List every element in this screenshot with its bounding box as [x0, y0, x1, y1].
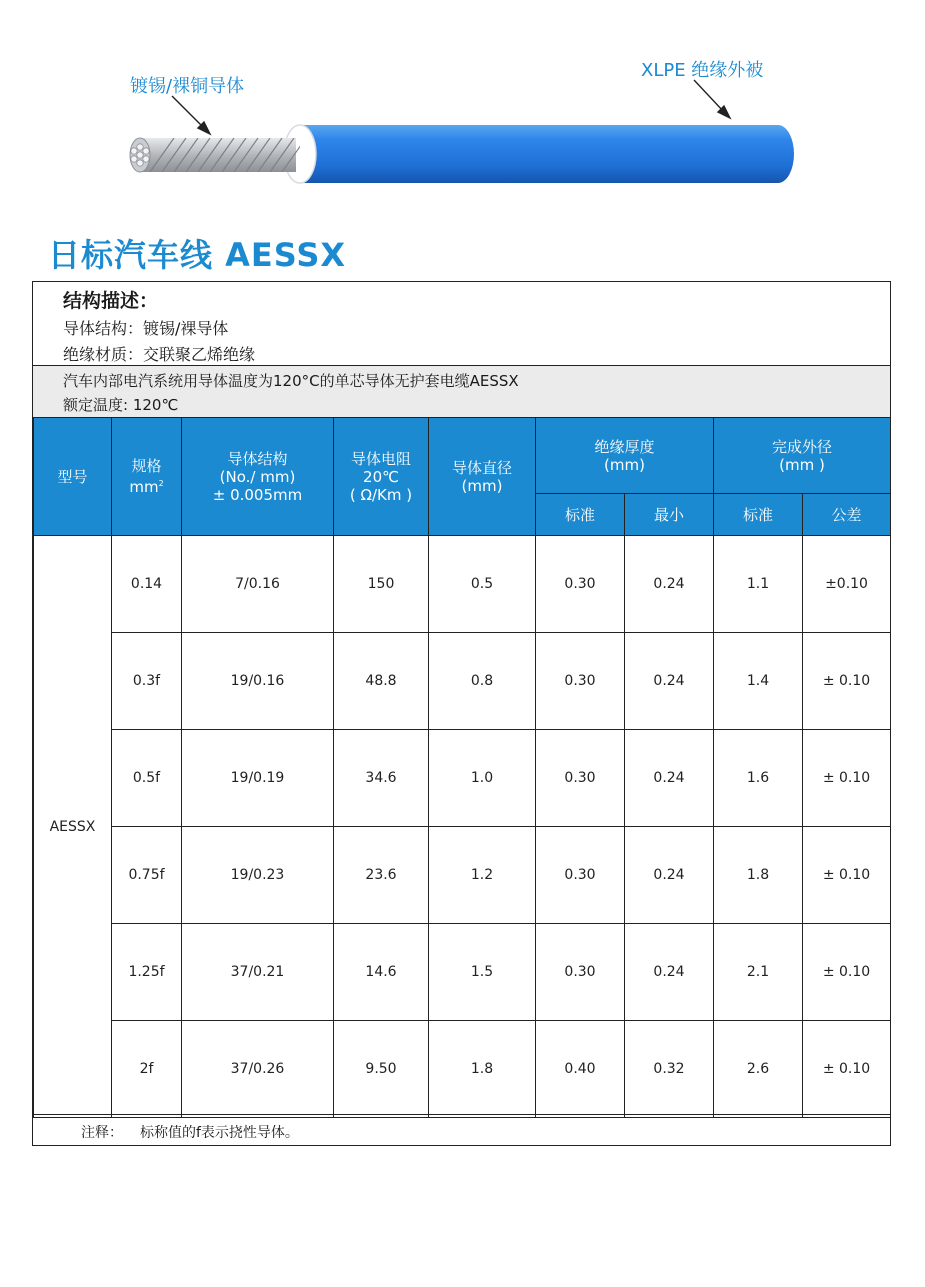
note-label: 注释： — [81, 1125, 123, 1141]
od-standard-cell: 1.6 — [714, 730, 803, 827]
model-cell: AESSX — [34, 536, 112, 1118]
description-heading: 结构描述： — [63, 290, 159, 312]
usage-section — [33, 365, 890, 417]
table-row — [34, 730, 891, 827]
resistance-cell: 14.6 — [334, 924, 429, 1021]
header-insulation-line1: 绝缘厚度 — [594, 437, 655, 456]
resistance-cell: 34.6 — [334, 730, 429, 827]
ins-min-cell: 0.24 — [625, 536, 714, 633]
structure-cell: 19/0.23 — [182, 827, 334, 924]
header-resistance — [334, 418, 429, 536]
header-size-unit: mm — [129, 478, 159, 496]
header-insulation-thickness — [536, 418, 714, 494]
od-standard-cell: 1.4 — [714, 633, 803, 730]
table-row — [34, 924, 891, 1021]
ins-standard-cell: 0.30 — [536, 827, 625, 924]
header-size — [112, 418, 182, 536]
diameter-cell: 1.2 — [429, 827, 536, 924]
header-ins-standard: 标准 — [536, 494, 625, 536]
header-insulation-line2: (mm) — [604, 455, 645, 474]
structure-cell: 7/0.16 — [182, 536, 334, 633]
header-diameter — [429, 418, 536, 536]
size-cell: 0.5f — [112, 730, 182, 827]
od-tolerance-cell: ±0.10 — [803, 536, 891, 633]
resistance-cell: 48.8 — [334, 633, 429, 730]
header-od-line2: (mm ) — [779, 455, 825, 474]
od-standard-cell: 1.8 — [714, 827, 803, 924]
od-standard-cell: 1.1 — [714, 536, 803, 633]
od-tolerance-cell: ± 0.10 — [803, 1021, 891, 1118]
structure-cell: 37/0.26 — [182, 1021, 334, 1118]
od-tolerance-cell: ± 0.10 — [803, 730, 891, 827]
structure-cell: 19/0.19 — [182, 730, 334, 827]
header-size-label: 规格 — [131, 457, 162, 475]
diameter-cell: 1.0 — [429, 730, 536, 827]
od-tolerance-cell: ± 0.10 — [803, 633, 891, 730]
description-section — [33, 282, 890, 364]
header-size-sup: 2 — [158, 479, 164, 488]
header-od-standard: 标准 — [714, 494, 803, 536]
ins-standard-cell: 0.30 — [536, 536, 625, 633]
header-structure — [182, 418, 334, 536]
ins-standard-cell: 0.30 — [536, 924, 625, 1021]
resistance-cell: 150 — [334, 536, 429, 633]
size-cell: 1.25f — [112, 924, 182, 1021]
table-row — [34, 536, 891, 633]
insulation-label: XLPE 绝缘外被 — [641, 60, 764, 81]
application-text: 汽车内部电汽系统用导体温度为120°C的单芯导体无护套电缆AESSX — [63, 372, 519, 390]
insulation-arrow — [694, 80, 724, 112]
od-tolerance-cell: ± 0.10 — [803, 827, 891, 924]
structure-cell: 37/0.21 — [182, 924, 334, 1021]
size-cell: 0.75f — [112, 827, 182, 924]
ins-min-cell: 0.24 — [625, 924, 714, 1021]
structure-cell: 19/0.16 — [182, 633, 334, 730]
note-row — [33, 1114, 890, 1145]
size-cell: 2f — [112, 1021, 182, 1118]
spec-table — [33, 417, 891, 1118]
cable-illustration — [0, 0, 925, 220]
header-od-line1: 完成外径 — [772, 437, 833, 456]
diameter-cell: 0.8 — [429, 633, 536, 730]
ins-min-cell: 0.24 — [625, 730, 714, 827]
ins-standard-cell: 0.30 — [536, 633, 625, 730]
header-model: 型号 — [34, 418, 112, 536]
ins-standard-cell: 0.40 — [536, 1021, 625, 1118]
ins-min-cell: 0.32 — [625, 1021, 714, 1118]
header-resistance-line3: ( Ω/Km ) — [349, 485, 413, 504]
ins-min-cell: 0.24 — [625, 633, 714, 730]
table-row — [34, 633, 891, 730]
ins-min-cell: 0.24 — [625, 827, 714, 924]
header-resistance-line2: 20℃ — [363, 467, 399, 486]
header-ins-min: 最小 — [625, 494, 714, 536]
size-cell: 0.3f — [112, 633, 182, 730]
resistance-cell: 9.50 — [334, 1021, 429, 1118]
header-structure-line1: 导体结构 — [227, 449, 288, 468]
header-structure-line3: ± 0.005mm — [212, 485, 303, 504]
header-diameter-line2: (mm) — [461, 476, 503, 495]
diameter-cell: 1.8 — [429, 1021, 536, 1118]
header-structure-line2: (No./ mm) — [219, 467, 296, 486]
resistance-cell: 23.6 — [334, 827, 429, 924]
od-tolerance-cell: ± 0.10 — [803, 924, 891, 1021]
rated-temperature-text: 额定温度: 120℃ — [63, 396, 179, 414]
header-resistance-line1: 导体电阻 — [350, 449, 411, 468]
conductor-structure-text: 导体结构：镀锡/裸导体 — [63, 319, 229, 338]
spec-box — [32, 281, 891, 1146]
diameter-cell: 1.5 — [429, 924, 536, 1021]
cable-diagram — [0, 0, 925, 220]
product-title: 日标汽车线 AESSX — [48, 236, 347, 274]
conductor-arrow — [172, 96, 204, 128]
insulation-material-text: 绝缘材质：交联聚乙烯绝缘 — [63, 345, 256, 364]
header-overall-diameter — [714, 418, 891, 494]
note-text: 标称值的f表示挠性导体。 — [140, 1125, 299, 1141]
conductor-label: 镀锡/裸铜导体 — [130, 76, 245, 97]
header-od-tolerance: 公差 — [803, 494, 891, 536]
table-row — [34, 827, 891, 924]
size-cell: 0.14 — [112, 536, 182, 633]
header-diameter-line1: 导体直径 — [451, 458, 512, 477]
od-standard-cell: 2.1 — [714, 924, 803, 1021]
diameter-cell: 0.5 — [429, 536, 536, 633]
od-standard-cell: 2.6 — [714, 1021, 803, 1118]
ins-standard-cell: 0.30 — [536, 730, 625, 827]
insulation-sheath — [300, 125, 794, 183]
table-row — [34, 1021, 891, 1118]
